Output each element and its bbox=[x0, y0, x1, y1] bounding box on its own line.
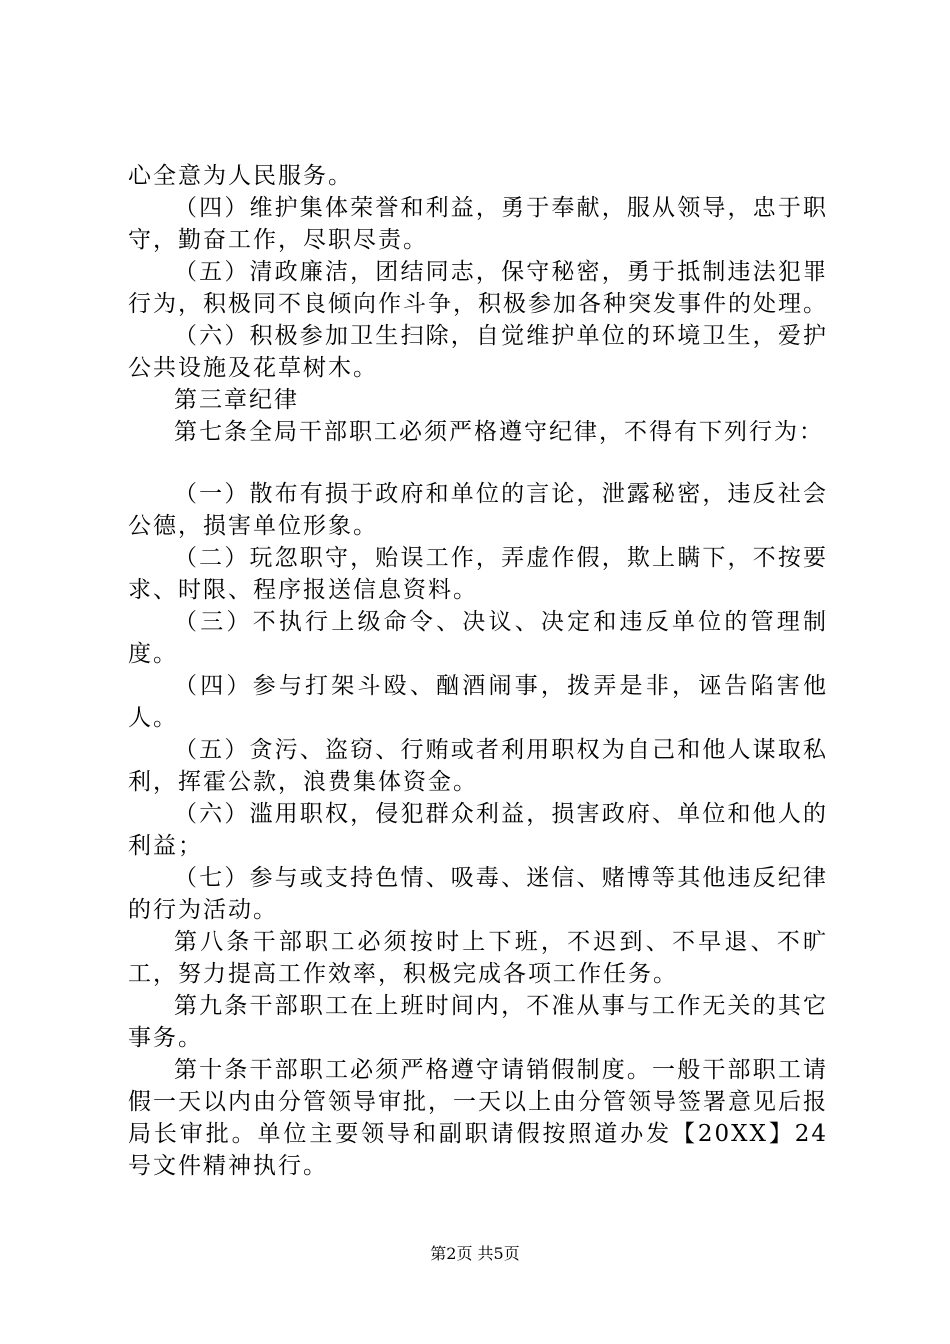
paragraph: 第八条干部职工必须按时上下班，不迟到、不早退、不旷工，努力提高工作效率，积极完成各项工作任务。 bbox=[128, 929, 828, 987]
paragraph: （四）参与打架斗殴、酗酒闹事，拨弄是非，诬告陷害他人。 bbox=[128, 673, 828, 731]
document-body bbox=[128, 160, 828, 1182]
paragraph: （七）参与或支持色情、吸毒、迷信、赌博等其他违反纪律的行为活动。 bbox=[128, 865, 828, 923]
paragraph: （一）散布有损于政府和单位的言论，泄露秘密，违反社会公德，损害单位形象。 bbox=[128, 481, 828, 539]
paragraph: 第七条全局干部职工必须严格遵守纪律，不得有下列行为： bbox=[174, 419, 824, 445]
paragraph: （二）玩忽职守，贻误工作，弄虚作假，欺上瞒下，不按要求、时限、程序报送信息资料。 bbox=[128, 545, 828, 603]
paragraph: （四）维护集体荣誉和利益，勇于奉献，服从领导，忠于职守，勤奋工作，尽职尽责。 bbox=[128, 195, 828, 253]
paragraph: （六）滥用职权，侵犯群众利益，损害政府、单位和他人的利益； bbox=[128, 801, 828, 859]
paragraph: 心全意为人民服务。 bbox=[128, 163, 353, 189]
paragraph: （三）不执行上级命令、决议、决定和违反单位的管理制度。 bbox=[128, 609, 828, 667]
paragraph: （六）积极参加卫生扫除，自觉维护单位的环境卫生，爱护公共设施及花草树木。 bbox=[128, 323, 828, 381]
blank-line bbox=[128, 448, 828, 478]
page-number-footer: 第2页 共5页 bbox=[430, 1244, 520, 1263]
paragraph: （五）清政廉洁，团结同志，保守秘密，勇于抵制违法犯罪行为，积极同不良倾向作斗争，积极参加各种突发事件的处理。 bbox=[128, 259, 828, 317]
paragraph: 第十条干部职工必须严格遵守请销假制度。一般干部职工请假一天以内由分管领导审批，一天以上由分管领导签署意见后报局长审批。单位主要领导和副职请假按照道办发【20XX】24号文件精神执行。 bbox=[128, 1057, 828, 1179]
paragraph: 第九条干部职工在上班时间内，不准从事与工作无关的其它事务。 bbox=[128, 993, 828, 1051]
paragraph: （五）贪污、盗窃、行贿或者利用职权为自己和他人谋取私利，挥霍公款，浪费集体资金。 bbox=[128, 737, 828, 795]
chapter-heading: 第三章纪律 bbox=[174, 387, 299, 413]
